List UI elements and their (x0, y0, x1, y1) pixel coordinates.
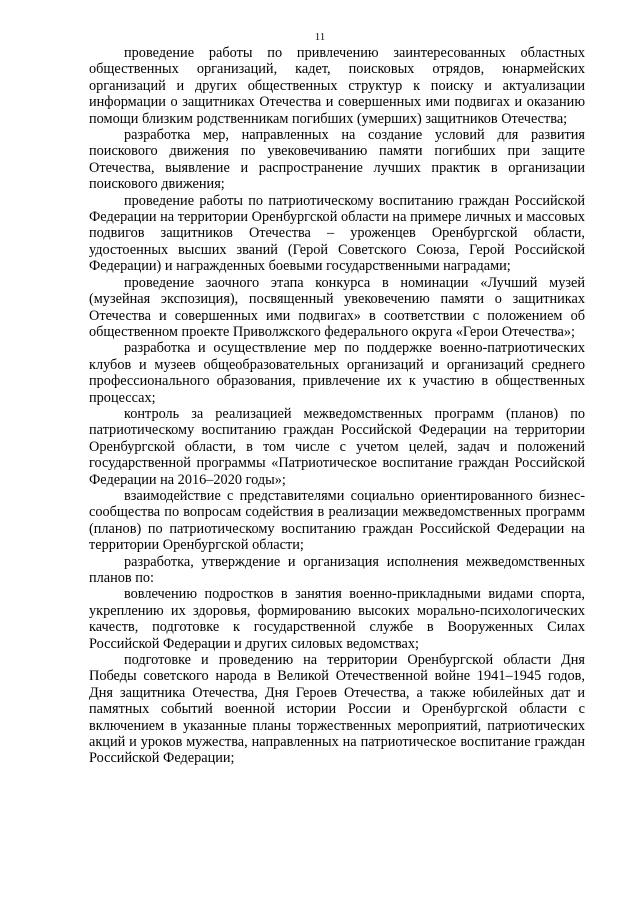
paragraph-military-clubs-support: разработка и осуществление мер по поддержке военно-патриотических клубов и музеев общеобразовательных организаций и организаций среднего профессионального образования, привлечение их к участию в общественных процессах; (89, 340, 585, 406)
page-number: 11 (314, 31, 326, 43)
document-body (89, 45, 585, 767)
paragraph-patriotic-education-heroes: проведение работы по патриотическому воспитанию граждан Российской Федерации на территории Оренбургской области на примере личных и массовых подвигов защитников Отечества – уроженцев Оренбургской области, удостоенных высших званий (Герой Советского Союза, Герой Российской Федерации) и награжденных боевыми государственными наградами; (89, 192, 585, 275)
paragraph-plans-development: разработка, утверждение и организация исполнения межведомственных планов по: (89, 553, 585, 586)
paragraph-museum-contest: проведение заочного этапа конкурса в номинации «Лучший музей (музейная экспозиция), посвященный увековечению памяти о защитниках Отечества и совершенных ими подвигах» в соответствии с положением об общественном проекте Приволжского федерального округа «Герои Отечества»; (89, 274, 585, 340)
paragraph-search-movement: разработка мер, направленных на создание условий для развития поискового движения по увековечиванию памяти погибших при защите Отечества, выявление и распространение лучших практик в организации поискового движения; (89, 127, 585, 193)
paragraph-program-control: контроль за реализацией межведомственных программ (планов) по патриотическому воспитанию граждан Российской Федерации на территории Оренбургской области, в том числе с учетом целей, задач и положений государственной программы «Патриотическое воспитание граждан Российской Федерации на 2016–2020 годы»; (89, 405, 585, 488)
paragraph-search-volunteers: проведение работы по привлечению заинтересованных областных общественных организаций, кадет, поисковых отрядов, юнармейских организаций и других общественных структур к поиску и актуализации информации о защитниках Отечества и совершенных ими подвигах и оказанию помощи близким родственникам погибших (умерших) защитников Отечества; (89, 45, 585, 127)
paragraph-youth-sports: вовлечению подростков в занятия военно-прикладными видами спорта, укреплению их здоровья, формированию высоких морально-психологических качеств, подготовке к государственной службе в Вооруженных Силах Российской Федерации и других силовых ведомствах; (89, 586, 585, 652)
paragraph-business-interaction: взаимодействие с представителями социально ориентированного бизнес-сообщества по вопросам содействия в реализации межведомственных программ (планов) по патриотическому воспитанию граждан Российской Федерации на территории Оренбургской области; (89, 487, 585, 554)
paragraph-victory-day-events: подготовке и проведению на территории Оренбургской области Дня Победы советского народа в Великой Отечественной войне 1941–1945 годов, Дня защитника Отечества, Дня Героев Отечества, а также юбилейных дат и памятных событий военной истории России и Оренбургской области с включением в указанные планы торжественных мероприятий, патриотических акций и уроков мужества, направленных на патриотическое воспитание граждан Российской Федерации; (89, 652, 585, 767)
